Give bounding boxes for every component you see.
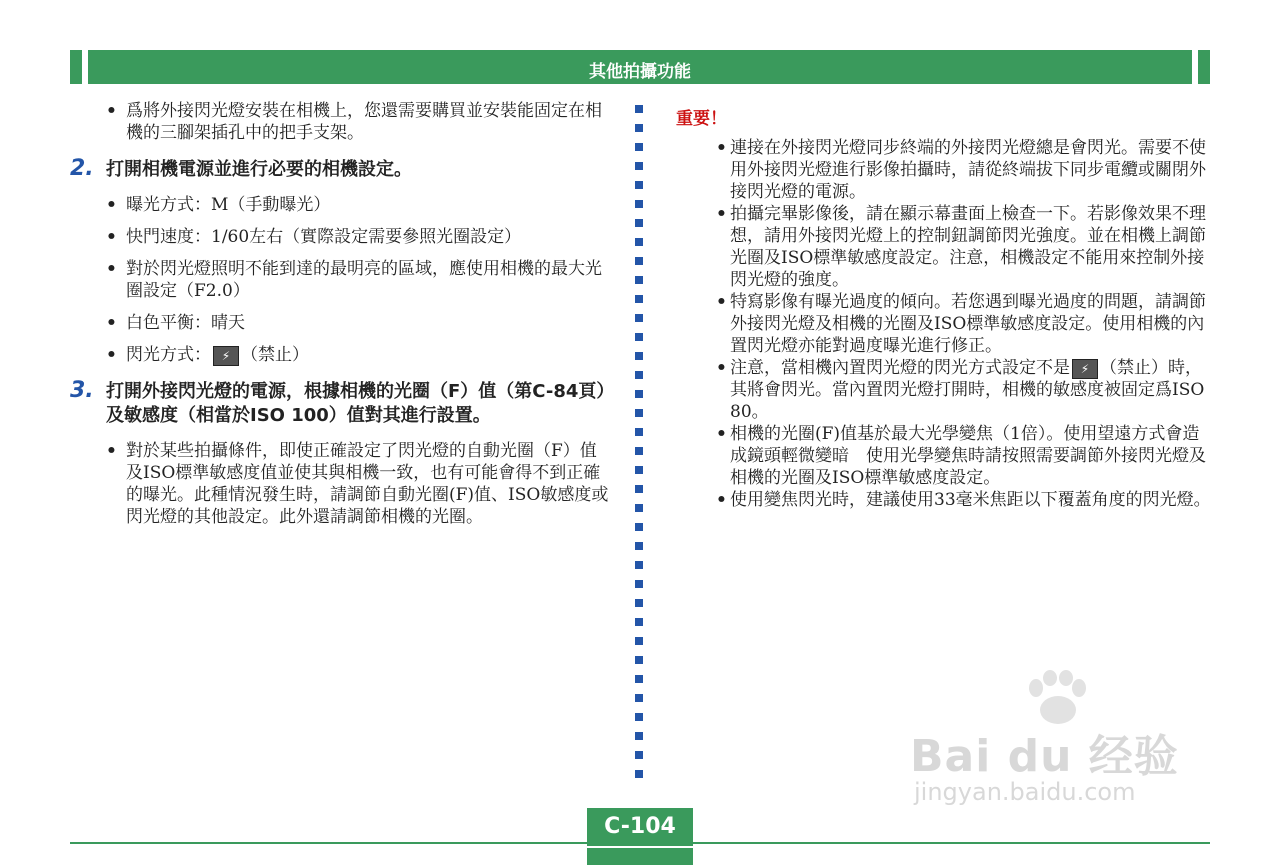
divider-dot xyxy=(635,599,643,607)
list-item xyxy=(70,312,610,334)
bullet-dot: • xyxy=(106,259,117,279)
intro-bullet-text: 爲將外接閃光燈安裝在相機上，您還需要購買並安裝能固定在相機的三腳架插孔中的把手支架。 xyxy=(126,101,602,143)
list-item-text: 相機的光圈(F)值基於最大光學變焦（1倍）。使用望遠方式會造成鏡頭輕微變暗 使用光學變焦時請按照需要調節外接閃光燈及相機的光圈及ISO標準敏感度設定。 xyxy=(730,424,1206,488)
divider-dot xyxy=(635,542,643,550)
list-item xyxy=(676,423,1216,489)
step-3-list xyxy=(70,440,610,528)
list-item-text: 注意，當相機內置閃光燈的閃光方式設定不是 xyxy=(730,358,1070,378)
flash-mode-label: 閃光方式： xyxy=(126,345,211,365)
flash-off-icon: ⚡ xyxy=(213,346,239,366)
divider-dot xyxy=(635,580,643,588)
watermark-logo: Bai du 经验 xyxy=(910,731,1179,782)
list-item-text: 對於某些拍攝條件，即使正確設定了閃光燈的自動光圈（F）值及ISO標準敏感度值並使其與相機一致，也有可能會得不到正確的曝光。此種情況發生時，請調節自動光圈(F)值、ISO敏感度或閃光燈的其他設定。此外還請調節相機的光圈。 xyxy=(126,441,609,527)
divider-dot xyxy=(635,694,643,702)
divider-dot xyxy=(635,105,643,113)
divider-dot xyxy=(635,466,643,474)
divider-dot xyxy=(635,257,643,265)
flash-mode-value: （禁止） xyxy=(241,345,309,365)
divider-dot xyxy=(635,200,643,208)
list-item-text: 特寫影像有曝光過度的傾向。若您遇到曝光過度的問題，請調節外接閃光燈及相機的光圈及ISO標準敏感度設定。使用相機的內置閃光燈亦能對過度曝光進行修正。 xyxy=(730,292,1206,356)
list-item xyxy=(676,489,1216,511)
bullet-dot: • xyxy=(106,313,117,333)
list-item xyxy=(676,203,1216,291)
important-heading: 重要！ xyxy=(676,109,727,129)
bullet-dot: • xyxy=(716,424,727,444)
list-item xyxy=(676,137,1216,203)
bullet-dot: • xyxy=(106,441,117,461)
bullet-dot: • xyxy=(106,195,117,215)
list-item-text: （禁止）時，其將會閃光。當內置閃光燈打開時，相機的敏感度被固定爲ISO 80。 xyxy=(730,358,1205,422)
step-number: 2. xyxy=(70,156,94,181)
divider-dot xyxy=(635,637,643,645)
divider-dot xyxy=(635,751,643,759)
divider-dot xyxy=(635,162,643,170)
list-item xyxy=(676,357,1216,423)
divider-dot xyxy=(635,504,643,512)
divider-dot xyxy=(635,409,643,417)
step-2-heading xyxy=(70,158,610,182)
list-item-text: 拍攝完畢影像後，請在顯示幕畫面上檢查一下。若影像效果不理想，請用外接閃光燈上的控制鈕調節閃光強度。並在相機上調節光圈及ISO標準敏感度設定。注意，相機設定不能用來控制外接閃光燈的強度。 xyxy=(730,204,1206,290)
bullet-dot: • xyxy=(106,227,117,247)
divider-dot xyxy=(635,314,643,322)
bullet-dot: • xyxy=(106,345,117,365)
divider-dot xyxy=(635,523,643,531)
bullet-dot: • xyxy=(106,101,117,121)
divider-dot xyxy=(635,447,643,455)
bullet-dot: • xyxy=(716,358,727,378)
divider-dot xyxy=(635,143,643,151)
bullet-dot: • xyxy=(716,292,727,312)
divider-dot xyxy=(635,219,643,227)
page-number: C-104 xyxy=(587,808,693,846)
baidu-watermark xyxy=(910,660,1210,810)
list-item xyxy=(70,440,610,528)
important-list xyxy=(676,137,1216,511)
header-band xyxy=(70,50,1210,84)
step-2-list xyxy=(70,194,610,366)
bullet-dot: • xyxy=(716,490,727,510)
list-item-text: 連接在外接閃光燈同步終端的外接閃光燈總是會閃光。需要不使用外接閃光燈進行影像拍攝時，請從終端拔下同步電纜或關閉外接閃光燈的電源。 xyxy=(730,138,1206,202)
divider-dot xyxy=(635,390,643,398)
divider-dot xyxy=(635,656,643,664)
divider-dot xyxy=(635,561,643,569)
right-column xyxy=(676,100,1216,511)
divider-dot xyxy=(635,428,643,436)
divider-dot xyxy=(635,276,643,284)
list-item xyxy=(70,344,610,366)
list-item-text: 快門速度：1/60左右（實際設定需要參照光圈設定） xyxy=(126,227,522,247)
divider-dot xyxy=(635,371,643,379)
list-item xyxy=(70,194,610,216)
step-title: 打開外接閃光燈的電源，根據相機的光圈（F）值（第C-84頁）及敏感度（相當於ISO 100）值對其進行設置。 xyxy=(106,381,606,426)
list-item xyxy=(70,100,610,144)
step-title: 打開相機電源並進行必要的相機設定。 xyxy=(106,159,412,180)
step-3-heading xyxy=(70,380,610,428)
bullet-dot: • xyxy=(716,204,727,224)
list-item xyxy=(70,258,610,302)
page-number-base xyxy=(587,848,693,865)
list-item-text: 使用變焦閃光時，建議使用33毫米焦距以下覆蓋角度的閃光燈。 xyxy=(730,490,1211,510)
divider-dot xyxy=(635,295,643,303)
divider-dot xyxy=(635,675,643,683)
divider-dot xyxy=(635,352,643,360)
divider-dot xyxy=(635,333,643,341)
list-item xyxy=(676,291,1216,357)
left-column xyxy=(70,100,610,538)
list-item-text: 對於閃光燈照明不能到達的最明亮的區域，應使用相機的最大光圈設定（F2.0） xyxy=(126,259,602,301)
flash-off-icon: ⚡ xyxy=(1072,359,1098,379)
list-item xyxy=(70,226,610,248)
divider-dot xyxy=(635,618,643,626)
page-title: 其他拍攝功能 xyxy=(589,62,691,82)
divider-dot xyxy=(635,770,643,778)
divider-dot xyxy=(635,485,643,493)
divider-dot xyxy=(635,124,643,132)
divider-dot xyxy=(635,732,643,740)
list-item-text: 曝光方式：M（手動曝光） xyxy=(126,195,331,215)
intro-list xyxy=(70,100,610,144)
divider-dot xyxy=(635,713,643,721)
column-divider xyxy=(635,105,645,795)
divider-dot xyxy=(635,181,643,189)
list-item-text: 白色平衡：晴天 xyxy=(126,313,245,333)
step-number: 3. xyxy=(70,378,94,403)
watermark-url: jingyan.baidu.com xyxy=(914,778,1136,806)
divider-dot xyxy=(635,238,643,246)
bullet-dot: • xyxy=(716,138,727,158)
paw-icon xyxy=(1022,670,1092,726)
